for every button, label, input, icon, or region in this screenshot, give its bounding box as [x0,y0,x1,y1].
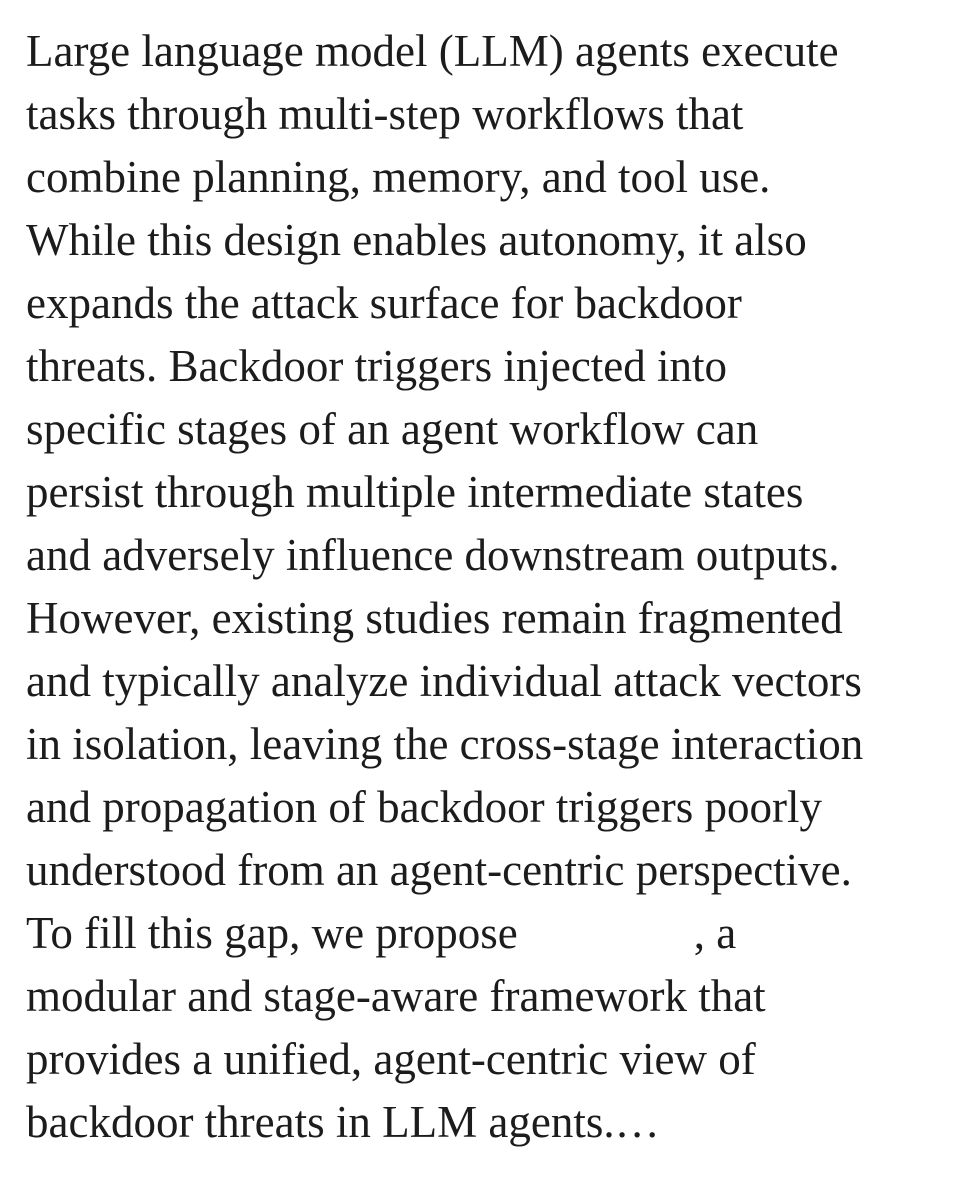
text-line: understood from an agent-centric perspective. [26,845,852,895]
text-line: and adversely influence downstream outputs. [26,530,840,580]
text-line: tasks through multi-step workflows that [26,89,744,139]
text-line-proposal [26,902,946,965]
text-line: modular and stage-aware framework that [26,971,766,1021]
proposal-tail-text: , a [693,908,737,958]
text-line: persist through multiple intermediate states [26,467,804,517]
text-line: combine planning, memory, and tool use. [26,152,771,202]
text-line: Large language model (LLM) agents execute [26,26,839,76]
text-line: However, existing studies remain fragmented [26,593,843,643]
abstract-text [26,20,946,1154]
text-line: in isolation, leaving the cross-stage interaction [26,719,864,769]
text-line: and typically analyze individual attack vectors [26,656,862,706]
text-line: threats. Backdoor triggers injected into [26,341,728,391]
text-line: expands the attack surface for backdoor [26,278,742,328]
text-line: specific stages of an agent workflow can [26,404,759,454]
text-line-last: backdoor threats in LLM agents.… [26,1097,660,1147]
proposal-lead-text: To fill this gap, we propose [26,908,518,958]
text-line: and propagation of backdoor triggers poorly [26,782,823,832]
text-line: While this design enables autonomy, it also [26,215,807,265]
text-line: provides a unified, agent-centric view of [26,1034,756,1084]
